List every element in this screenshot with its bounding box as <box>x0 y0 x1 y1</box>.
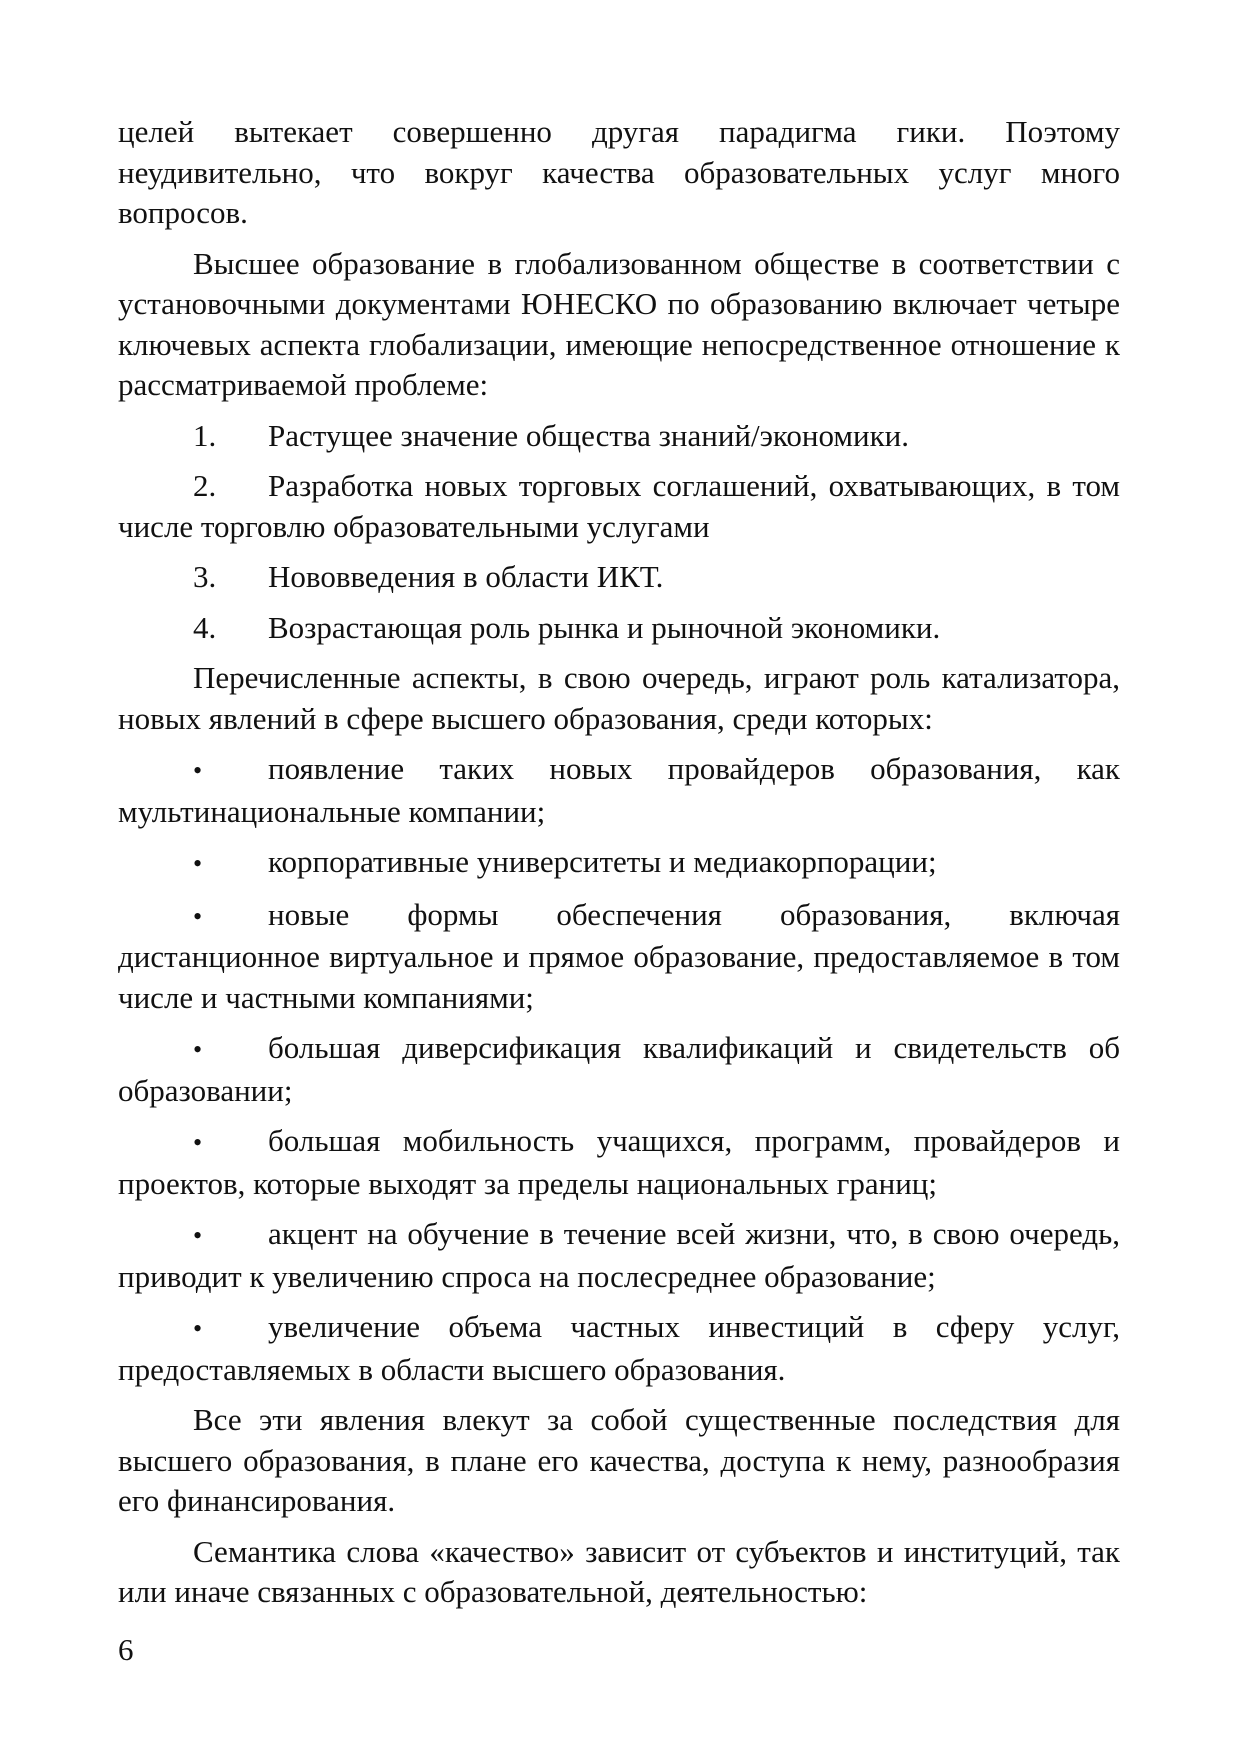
bullet-text: большая диверсификация квалификаций и свидетельств об образовании; <box>118 1030 1120 1108</box>
page-number: 6 <box>118 1632 134 1667</box>
bullet-icon: • <box>193 901 203 931</box>
item-text: Разработка новых торговых соглашений, охватывающих, в том числе торговлю образовательными услугами <box>118 468 1120 544</box>
numbered-item <box>118 608 1120 649</box>
bullet-item <box>118 1307 1120 1390</box>
bullet-icon: • <box>193 849 203 878</box>
paragraph-aspects: Перечисленные аспекты, в свою очередь, играют роль катализатора, новых явлений в сфере высшего образования, среди которых: <box>118 660 1120 736</box>
bullet-text: большая мобильность учащихся, программ, провайдеров и проектов, которые выходят за пределы национальных границ; <box>118 1123 1120 1201</box>
item-number: 2. <box>193 468 217 503</box>
bullet-item <box>118 1121 1120 1204</box>
bullet-item <box>118 749 1120 832</box>
paragraph-continuation: целей вытекает совершенно другая парадигма гики. Поэтому неудивительно, что вокруг качества образовательных услуг много вопросов. <box>118 114 1120 230</box>
item-text: Растущее значение общества знаний/экономики. <box>268 417 910 453</box>
bullet-icon: • <box>193 1128 203 1157</box>
paragraph-semantics: Семантика слова «качество» зависит от субъектов и институций, так или иначе связанных с образовательной, деятельностью: <box>118 1533 1120 1609</box>
numbered-item <box>118 557 1120 598</box>
bullet-icon: • <box>193 1314 203 1343</box>
numbered-list <box>118 416 1120 649</box>
bullet-item <box>118 1028 1120 1111</box>
item-text: Возрастающая роль рынка и рыночной экономики. <box>268 609 941 645</box>
bullet-text: новые формы обеспечения образования, включая дистанционное виртуальное и прямое образование, предоставляемое в том числе и частными компаниями; <box>118 896 1120 1015</box>
numbered-item <box>118 466 1120 547</box>
bullet-text: корпоративные университеты и медиакорпорации; <box>268 844 937 879</box>
bullet-text: акцент на обучение в течение всей жизни, что, в свою очередь, приводит к увеличению спроса на послесреднее образование; <box>118 1216 1120 1294</box>
bullet-item <box>118 1214 1120 1297</box>
paragraph-higher-education: Высшее образование в глобализованном обществе в соответствии с установочными документами ЮНЕСКО по образованию включает четыре ключевых аспекта глобализации, имеющие непосредственное отношение к рассматриваемой проблеме: <box>118 245 1120 402</box>
paragraph-consequences: Все эти явления влекут за собой существенные последствия для высшего образования, в плане его качества, доступа к нему, разнообразия его финансирования. <box>118 1402 1120 1518</box>
bullet-icon: • <box>193 1221 203 1250</box>
bullet-item <box>118 895 1120 1019</box>
item-number: 4. <box>193 609 217 645</box>
bullet-text: увеличение объема частных инвестиций в сферу услуг, предоставляемых в области высшего образования. <box>118 1309 1120 1387</box>
item-text: Нововведения в области ИКТ. <box>268 559 664 594</box>
bullet-icon: • <box>193 1035 203 1064</box>
item-number: 3. <box>193 559 217 594</box>
item-number: 1. <box>193 417 217 453</box>
bullet-list <box>118 749 1120 1390</box>
bullet-item <box>118 842 1120 885</box>
bullet-text: появление таких новых провайдеров образования, как мультинациональные компании; <box>118 751 1120 829</box>
page-body <box>118 112 1120 1623</box>
numbered-item <box>118 416 1120 457</box>
bullet-icon: • <box>193 756 203 785</box>
